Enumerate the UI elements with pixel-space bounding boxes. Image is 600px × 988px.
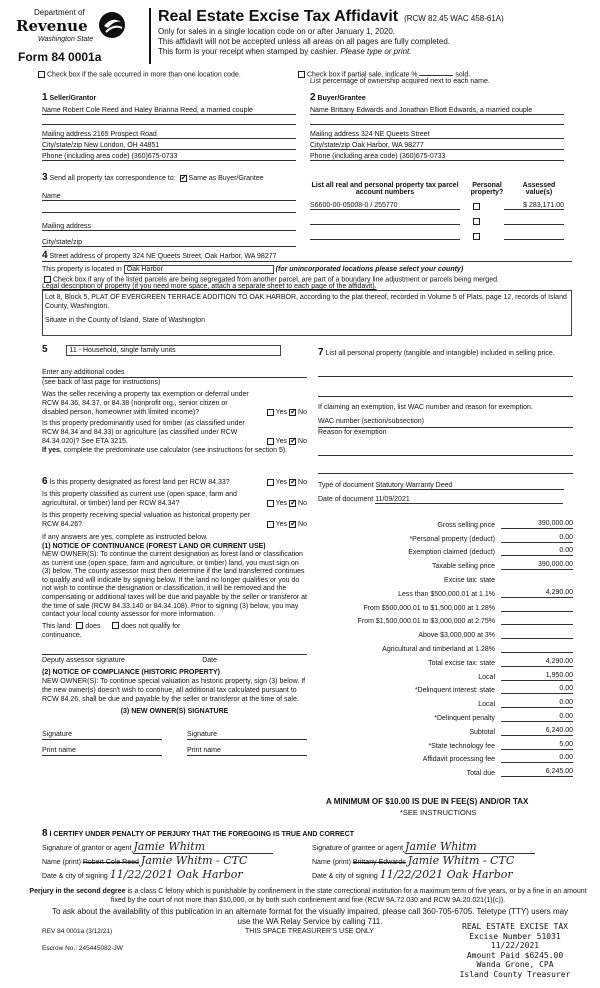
calc-label: Affidavit processing fee <box>422 756 495 764</box>
seller-phone[interactable]: (360)675-0733 <box>131 153 178 160</box>
calc-label: Taxable selling price <box>431 563 495 571</box>
calc-value[interactable]: 4,290.00 <box>501 658 573 667</box>
calc-label: Above $3,000,000 at 3% <box>418 632 495 640</box>
note-2: This affidavit will not be accepted unless all areas on all pages are fully completed. <box>158 37 451 46</box>
logo-revenue: Revenue <box>16 17 88 35</box>
correspondence-section: 3 Send all property tax correspondence to: ✓ Same as Buyer/Grantee Name Mailing address City/state/zip <box>42 172 296 247</box>
property-section: 4 Street address of property 324 NE Queets Street, Oak Harbor, WA 98277 This property is located in Oak Harbor (for unincorporated locations please select your county) Check box if any of the listed parcels are being segregated from another parcel, are part of a boundary line adjustment or parcels being merged. Legal description of property (if you need more space, attach a separate sheet to each page of the affidavit). Lot 8, Block 5, PLAT OF EVERGREEN TERRACE ADDITION TO OAK HARBOR, according to the plat thereof, recorded in Volume 5 of Plats, page 12, records of Island County, Washington. Situate in the County of Island, State of Washington <box>42 250 572 336</box>
additional-codes[interactable]: Enter any additional codes <box>42 368 307 378</box>
calc-label: Exemption claimed (deduct) <box>408 549 495 557</box>
owner-print-1[interactable]: Print name <box>42 746 162 756</box>
calc-value[interactable]: 0.00 <box>501 534 573 543</box>
calc-row <box>318 598 573 612</box>
note-3: This form is your receipt when stamped by cashier. Please type or print. <box>158 47 412 56</box>
seller-section: 1 Seller/Grantor Name Robert Cole Reed and Haley Brianna Reed, a married couple Mailing address 2165 Prospect Road City/state/zip New London, OH 44851 Phone (including area code) (360)675-0733 <box>42 92 296 161</box>
calc-label: From $500,000.01 to $1,500,000 at 1.28% <box>363 604 495 612</box>
grantor-print-name[interactable]: Jamie Whitm - CTC <box>140 854 248 867</box>
calc-value[interactable]: 390,000.00 <box>501 561 573 570</box>
personal-property-section: 7 List all personal property (tangible and intangible) included in selling price. If claiming an exemption, list WAC number and reason for exemption. WAC number (section/subsection) Reason for exemption <box>318 348 573 474</box>
calc-row <box>318 750 573 764</box>
forest-section: 6 Is this property designated as forest land per RCW 84.33? Yes✓ No Is this property classified as current use (open space, farm and agricultural, or timber) land per RCW 84.34? Yes✓ No Is this property receiving special valuation as historical property per RCW 84.26? Yes✓ No If any answers are yes, complete as instructed below. (1) NOTICE OF CONTINUANCE (FOREST LAND OR CURRENT USE) NEW OWNER(S): To continue the current designation as forest land or classification as current use (open space, farm and agriculture, or timber) land, you must sign on (3) below. The county assessor must then determine if the land transferred continues to qualify and will indicate by signing below. If the land no longer qualifies or you do not wish to continue the designation or classification, it will be removed and the compensating or additional taxes will be due and payable by the seller or transferor at the time of sale (RCW 84.33.140 or 84.34.108). Prior to signing (3) below, you may contact your local county assessor for more information. This land: does does not qualify for continuance. Deputy assessor signature Date (2) NOTICE OF COMPLIANCE (HISTORIC PROPERTY) NEW OWNER(S): To continue special valuation as historic property, sign (3) below. If the new owner(s) doesn't wish to continue, all additional tax calculated pursuant to RCW 84.26, shall be due and payable by the seller or transferor at the time of sale. (3) NEW OWNER(S) SIGNATURE Signature Signature Print name Print name <box>42 477 307 756</box>
header-divider <box>149 8 151 64</box>
buyer-city[interactable]: Oak Harbor, WA 98277 <box>352 142 424 149</box>
calc-label: From $1,500,000.01 to $3,000,000 at 2.75% <box>357 618 495 626</box>
personal-property-checkbox-1[interactable] <box>473 203 480 210</box>
logo-state: Washington State <box>38 36 94 43</box>
calc-value[interactable]: 0.00 <box>501 699 573 708</box>
does-qualify-checkbox[interactable] <box>76 622 83 629</box>
calc-row <box>318 722 573 736</box>
grantee-print-name[interactable]: Jamie Whitm - CTC <box>407 854 515 867</box>
calc-value[interactable]: 6,245.00 <box>501 768 573 777</box>
assessed-value[interactable]: $ 283,171.00 <box>504 202 564 210</box>
owner-signature-2[interactable]: Signature <box>187 730 307 740</box>
forest-no-checkbox[interactable] <box>289 479 296 486</box>
buyer-section: 2 Buyer/Grantee Name Brittany Edwards and Jonathan Elliott Edwards, a married couple Mailing address 324 NE Queets Street City/state/zip Oak Harbor, WA 98277 Phone (including area code) (360)675-0733 <box>310 92 564 161</box>
calc-row <box>318 625 573 639</box>
revenue-logo <box>14 8 144 68</box>
calc-row <box>318 694 573 708</box>
parcel-header: List all real and personal property tax parcel account numbers <box>311 182 459 196</box>
calc-label: *Delinquent penalty <box>434 714 495 722</box>
parcel-number[interactable]: S6600-00-05008-0 / 255770 <box>310 202 460 210</box>
calc-value[interactable] <box>501 630 573 639</box>
legal-label: Legal description of property (if you need more space, attach a separate sheet to each page of the affidavit). <box>42 283 377 291</box>
logo-dept: Department of <box>34 8 85 17</box>
calc-value[interactable]: 390,000.00 <box>501 520 573 529</box>
calc-value[interactable]: 5.00 <box>501 741 573 750</box>
current-use-no-checkbox[interactable] <box>289 500 296 507</box>
calc-value[interactable]: 0.00 <box>501 685 573 694</box>
title-text: Real Estate Excise Tax Affidavit <box>158 8 399 25</box>
same-as-buyer-checkbox[interactable] <box>180 175 187 182</box>
calc-row <box>318 653 573 667</box>
calc-label: Less than $500,000.01 at 1.1% <box>398 590 495 598</box>
footer-rev: REV 84 0001a (3/12/21) <box>42 928 113 935</box>
calc-value[interactable]: 0.00 <box>501 547 573 556</box>
alt-format-notice: To ask about the availability of this publication in an alternate format for the visually impaired, please call 360-705-6705. Teletype (TTY) users may use the WA Relay Service by calling 711. <box>51 907 569 926</box>
percentage-note: List percentage of ownership acquired next to each name. <box>310 78 490 86</box>
header-notes <box>158 27 450 57</box>
calc-row <box>318 570 573 584</box>
legal-description[interactable]: Lot 8, Block 5, PLAT OF EVERGREEN TERRACE ADDITION TO OAK HARBOR, according to the plat thereof, recorded in Volume 5 of Plats, page 12, records of Island County, Washington. Situate in the County of Island, State of Washington <box>42 290 572 336</box>
property-street[interactable]: 324 NE Queets Street, Oak Harbor, WA 98277 <box>132 253 277 260</box>
assessed-header: Assessed value(s) <box>522 182 556 196</box>
personal-header: Personal property? <box>470 182 504 196</box>
calc-row <box>318 612 573 626</box>
grantor-date-city[interactable]: 11/22/2021 Oak Harbor <box>109 868 243 881</box>
buyer-phone[interactable]: (360)675-0733 <box>399 153 446 160</box>
land-use-section: 5 11 - Household, single family units Enter any additional codes (see back of last page for instructions) Was the seller receiving a property tax exemption or deferral under RCW 84.36, 84.37, or 84.38 (nonprofit org., senior citizen or disabled person, homeowner with limited income)? Yes✓ No Is this property predominantly used for timber (as classified under RCW 84.34 and 84.33) or agriculture (as classified under RCW 84.34.020)? See ETA 3215. Yes✓ No If yes, complete the predominate use calculator (see instructions for section 5). <box>42 345 307 455</box>
calc-label: Gross selling price <box>437 521 495 529</box>
calc-label: *State technology fee <box>428 742 495 750</box>
calc-label: Total excise tax: state <box>428 659 495 667</box>
calc-value[interactable] <box>501 616 573 625</box>
calc-row <box>318 736 573 750</box>
calc-row <box>318 639 573 653</box>
calc-row <box>318 515 573 529</box>
parcel-table <box>310 182 564 240</box>
grantee-date-city[interactable]: 11/22/2021 Oak Harbor <box>379 868 513 881</box>
calc-row <box>318 763 573 777</box>
calc-label: Agricultural and timberland at 1.28% <box>382 645 495 653</box>
calc-value[interactable]: 0.00 <box>501 754 573 763</box>
title-rcw: (RCW 82.45 WAC 458-61A) <box>404 14 504 23</box>
calc-label: Local <box>478 673 495 681</box>
grantor-signature[interactable]: Jamie Whitm <box>133 841 273 854</box>
calc-label: Local <box>478 701 495 709</box>
seller-mailing[interactable]: 2165 Prospect Road <box>92 131 157 138</box>
calc-value[interactable]: 4,290.00 <box>501 589 573 598</box>
owner-print-2[interactable]: Print name <box>187 746 307 756</box>
calc-row <box>318 667 573 681</box>
does-not-qualify-checkbox[interactable] <box>112 622 119 629</box>
calc-row <box>318 556 573 570</box>
treasurer-stamp: REAL ESTATE EXCISE TAX Excise Number 51031 11/22/2021 Amount Paid $6245.00 Wanda Grone, CPA Island County Treasurer <box>459 922 571 979</box>
form-number: Form 84 0001a <box>18 50 102 64</box>
calc-value[interactable] <box>501 575 573 584</box>
segregate-checkbox[interactable] <box>44 276 51 283</box>
grantee-signature[interactable]: Jamie Whitm <box>405 841 535 854</box>
calc-value[interactable]: 1,950.00 <box>501 672 573 681</box>
calc-row <box>318 529 573 543</box>
owner-signature-1[interactable]: Signature <box>42 730 162 740</box>
buyer-name[interactable]: Brittany Edwards and Jonathan Elliott Edwards, a married couple <box>330 107 533 114</box>
historic-no-checkbox[interactable] <box>289 521 296 528</box>
calc-value[interactable]: 6,240.00 <box>501 727 573 736</box>
calc-value[interactable] <box>501 644 573 653</box>
seller-city[interactable]: New London, OH 44851 <box>84 142 160 149</box>
calc-label: Total due <box>466 770 495 778</box>
seller-name[interactable]: Robert Cole Reed and Haley Brianna Reed, a married couple <box>62 107 253 114</box>
perjury-notice: Perjury in the second degree is a class C felony which is punishable by confinement in the state correctional institution for a maximum term of five years, or by a fine in an amount fixed by the court of not more than $10,000, or by both such confinement and fine (RCW 9A.72.030 and RCW 9A.20.021(1)(c)). <box>29 888 587 904</box>
multi-location-check: Check box if the sale occurred in more than one location code. <box>36 71 241 78</box>
document-info: Type of document Statutory Warranty Deed Date of document 11/09/2021 <box>318 482 573 504</box>
calc-label: *Delinquent interest: state <box>414 687 495 695</box>
multi-location-checkbox[interactable] <box>38 71 45 78</box>
document-date[interactable]: 11/09/2021 <box>375 496 563 504</box>
minimum-due: A MINIMUM OF $10.00 IS DUE IN FEE(S) AND/OR TAX <box>326 797 529 806</box>
calc-label: *Personal property (deduct) <box>409 535 495 543</box>
exemption-no-checkbox[interactable] <box>289 409 296 416</box>
calc-label: Subtotal <box>469 728 495 736</box>
land-use-code[interactable]: 11 - Household, single family units <box>66 345 281 356</box>
logo-swirl-icon <box>96 10 128 40</box>
treasurer-only: THIS SPACE TREASURER'S USE ONLY <box>245 928 374 935</box>
escrow-number: Escrow No.: 245445082-JW <box>42 945 123 952</box>
calc-row <box>318 584 573 598</box>
form-title <box>158 8 504 26</box>
calc-label: Excise tax: state <box>444 576 495 584</box>
personal-property-checkbox-3[interactable] <box>473 233 480 240</box>
document-type[interactable]: Statutory Warranty Deed <box>376 482 564 490</box>
see-instructions: *SEE INSTRUCTIONS <box>400 808 477 817</box>
calc-row <box>318 543 573 557</box>
calc-value[interactable] <box>501 603 573 612</box>
partial-sale-checkbox[interactable] <box>298 71 305 78</box>
calc-value[interactable]: 0.00 <box>501 713 573 722</box>
calc-row <box>318 708 573 722</box>
certification-section: 8 I CERTIFY UNDER PENALTY OF PERJURY THAT THE FOREGOING IS TRUE AND CORRECT Signature of grantor or agent Jamie Whitm Name (print) Robert Cole Reed Jamie Whitm - CTC Date & city of signing 11/22/2021 Oak Harbor Signature of grantee or agent Jamie Whitm Name (print) Brittany Edwards Jamie Whitm - CTC Date & city of signing 11/22/2021 Oak Harbor <box>42 828 582 883</box>
note-1: Only for sales in a single location code on or after January 1, 2020. <box>158 27 396 36</box>
location-select[interactable]: Oak Harbor <box>124 265 274 274</box>
timber-no-checkbox[interactable] <box>289 438 296 445</box>
personal-property-checkbox-2[interactable] <box>473 218 480 225</box>
calc-row <box>318 681 573 695</box>
tax-calculation <box>318 515 573 777</box>
partial-sale-check: Check box if partial sale, indicate % sold. List percentage of ownership acquired next to each name. <box>296 71 490 85</box>
buyer-mailing[interactable]: 324 NE Queets Street <box>360 131 430 138</box>
